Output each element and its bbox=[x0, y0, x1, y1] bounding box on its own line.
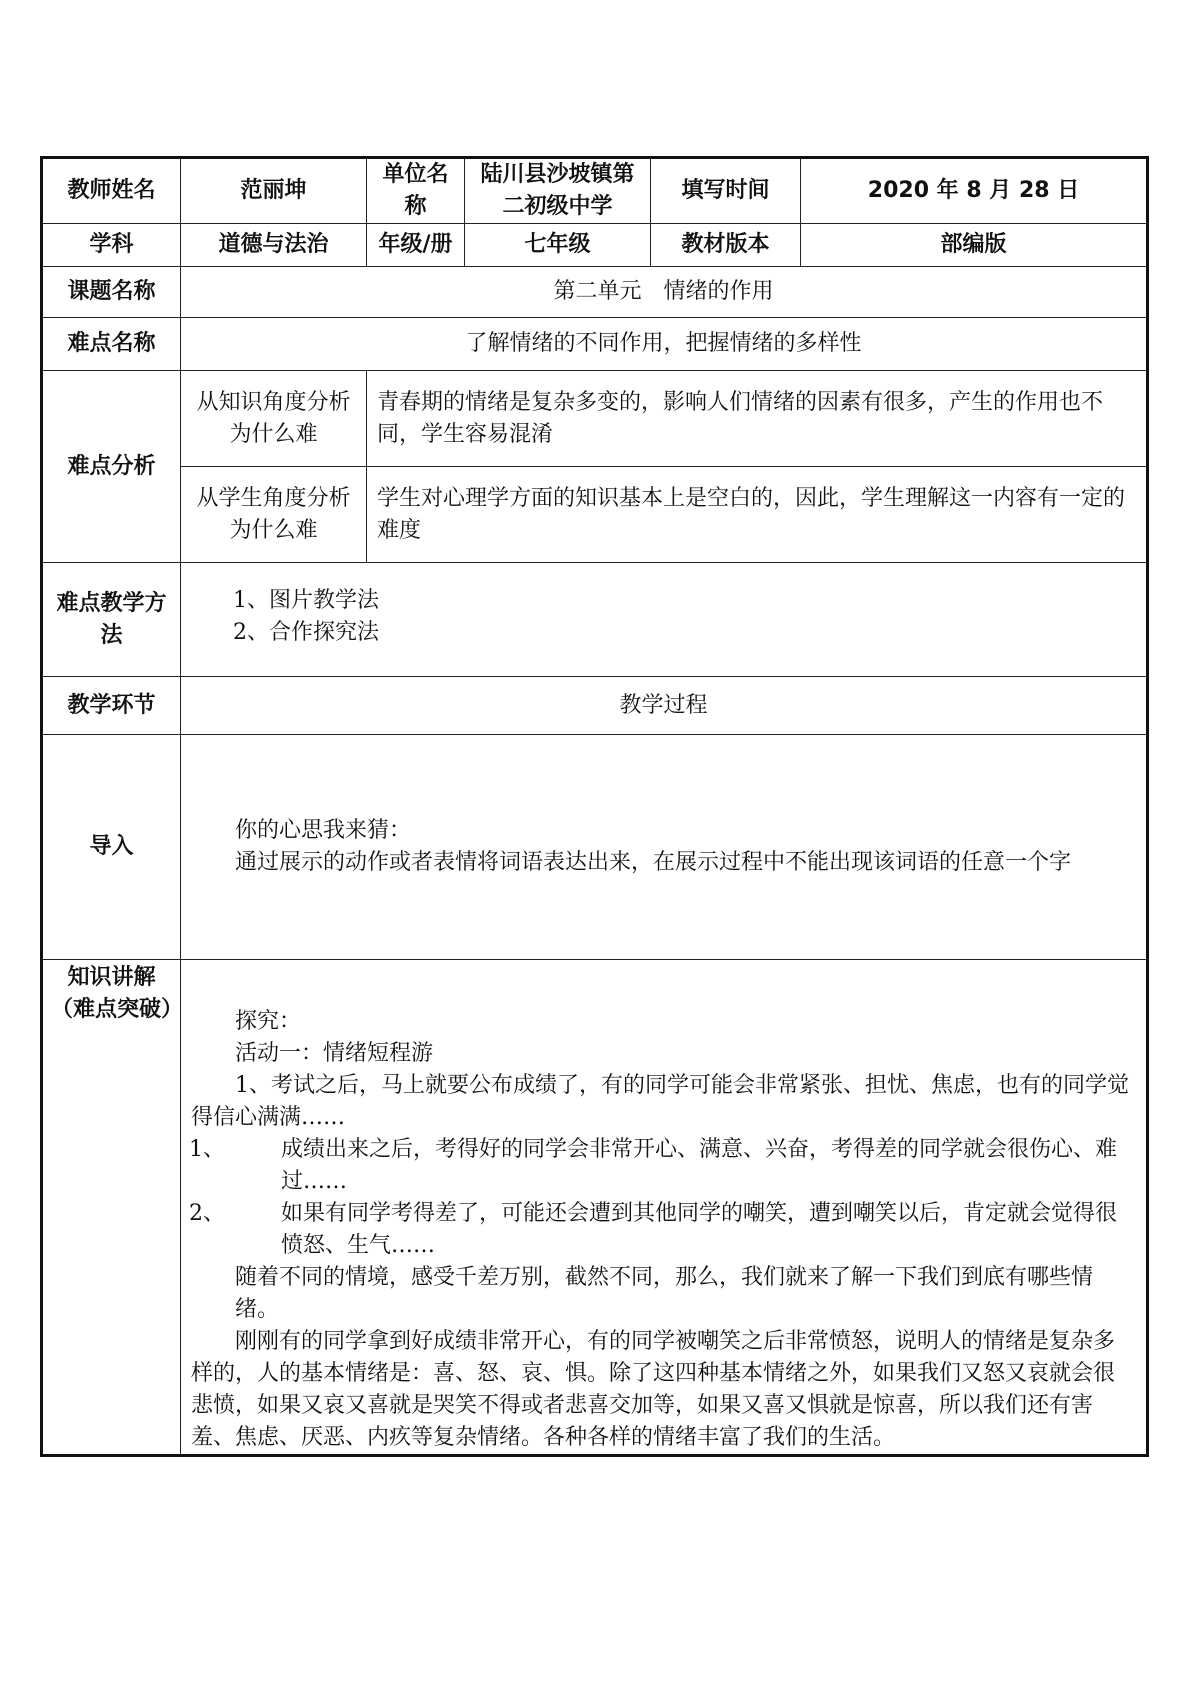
lesson-plan-sheet bbox=[40, 156, 1146, 1457]
info-row-1 bbox=[42, 158, 1148, 224]
unit-name-value: 陆川县沙坡镇第二初级中学 bbox=[465, 158, 651, 224]
list-text: 如果有同学考得差了，可能还会遭到其他同学的嘲笑，遭到嘲笑以后，肯定就会觉得很愤怒、生气…… bbox=[281, 1201, 1118, 1258]
method-item: 2、合作探究法 bbox=[233, 620, 379, 645]
method-item: 1、图片教学法 bbox=[233, 588, 379, 613]
knowledge-angle-label: 从知识角度分析为什么难 bbox=[181, 371, 367, 467]
difficulty-value: 了解情绪的不同作用，把握情绪的多样性 bbox=[181, 318, 1148, 371]
knowledge-paragraph-1: 1、考试之后，马上就要公布成绩了，有的同学可能会非常紧张、担忧、焦虑，也有的同学觉得信心满满…… bbox=[191, 1073, 1130, 1130]
intro-line-1: 你的心思我来猜： bbox=[235, 818, 412, 843]
process-header-value: 教学过程 bbox=[181, 677, 1148, 735]
teacher-name-value: 范丽坤 bbox=[181, 158, 367, 224]
fill-date-label: 填写时间 bbox=[651, 158, 801, 224]
knowledge-paragraph-3: 刚刚有的同学拿到好成绩非常开心，有的同学被嘲笑之后非常愤怒，说明人的情绪是复杂多样的，人的基本情绪是：喜、怒、哀、惧。除了这四种基本情绪之外，如果我们又怒又哀就会很悲愤，如果又哀又喜就是哭笑不得或者悲喜交加等，如果又喜又惧就是惊喜，所以我们还有害羞、焦虑、厌恶、内疚等复杂情绪。各种各样的情绪丰富了我们的生活。 bbox=[191, 1329, 1116, 1450]
grade-label: 年级/册 bbox=[367, 224, 465, 267]
process-header-row bbox=[42, 677, 1148, 735]
process-step-label: 教学环节 bbox=[42, 677, 181, 735]
intro-row bbox=[42, 735, 1148, 960]
teacher-name-label: 教师姓名 bbox=[42, 158, 181, 224]
list-number: 1、 bbox=[189, 1137, 225, 1162]
methods-row bbox=[42, 563, 1148, 677]
intro-body bbox=[181, 735, 1148, 960]
difficulty-label: 难点名称 bbox=[42, 318, 181, 371]
topic-label: 课题名称 bbox=[42, 267, 181, 318]
topic-value: 第二单元 情绪的作用 bbox=[181, 267, 1148, 318]
intro-line-2: 通过展示的动作或者表情将词语表达出来，在展示过程中不能出现该词语的任意一个字 bbox=[235, 850, 1072, 875]
analysis-row-knowledge bbox=[42, 371, 1148, 467]
knowledge-list-item-2 bbox=[191, 1198, 1136, 1262]
unit-name-label: 单位名称 bbox=[367, 158, 465, 224]
info-row-2 bbox=[42, 224, 1148, 267]
lesson-plan-table bbox=[40, 156, 1149, 1457]
methods-label: 难点教学方法 bbox=[42, 563, 181, 677]
knowledge-body bbox=[181, 960, 1148, 1456]
intro-label: 导入 bbox=[42, 735, 181, 960]
difficulty-row bbox=[42, 318, 1148, 371]
subject-label: 学科 bbox=[42, 224, 181, 267]
edition-label: 教材版本 bbox=[651, 224, 801, 267]
student-angle-text: 学生对心理学方面的知识基本上是空白的，因此，学生理解这一内容有一定的难度 bbox=[367, 467, 1148, 563]
topic-row bbox=[42, 267, 1148, 318]
grade-value: 七年级 bbox=[465, 224, 651, 267]
analysis-row-student bbox=[42, 467, 1148, 563]
knowledge-paragraph-2: 随着不同的情境，感受千差万别，截然不同，那么，我们就来了解一下我们到底有哪些情绪。 bbox=[235, 1265, 1094, 1322]
edition-value: 部编版 bbox=[801, 224, 1148, 267]
subject-value: 道德与法治 bbox=[181, 224, 367, 267]
analysis-label: 难点分析 bbox=[42, 371, 181, 563]
fill-date-value: 2020 年 8 月 28 日 bbox=[801, 158, 1148, 224]
list-number: 2、 bbox=[189, 1201, 225, 1226]
activity-line: 活动一：情绪短程游 bbox=[235, 1041, 434, 1066]
knowledge-row bbox=[42, 960, 1148, 1456]
knowledge-label: 知识讲解（难点突破） bbox=[42, 960, 181, 1456]
explore-line: 探究： bbox=[235, 1009, 302, 1034]
student-angle-label: 从学生角度分析为什么难 bbox=[181, 467, 367, 563]
knowledge-list-item-1 bbox=[191, 1134, 1136, 1198]
methods-list bbox=[181, 563, 1148, 677]
list-text: 成绩出来之后，考得好的同学会非常开心、满意、兴奋，考得差的同学就会很伤心、难过…… bbox=[281, 1137, 1118, 1194]
knowledge-angle-text: 青春期的情绪是复杂多变的，影响人们情绪的因素有很多，产生的作用也不同，学生容易混淆 bbox=[367, 371, 1148, 467]
